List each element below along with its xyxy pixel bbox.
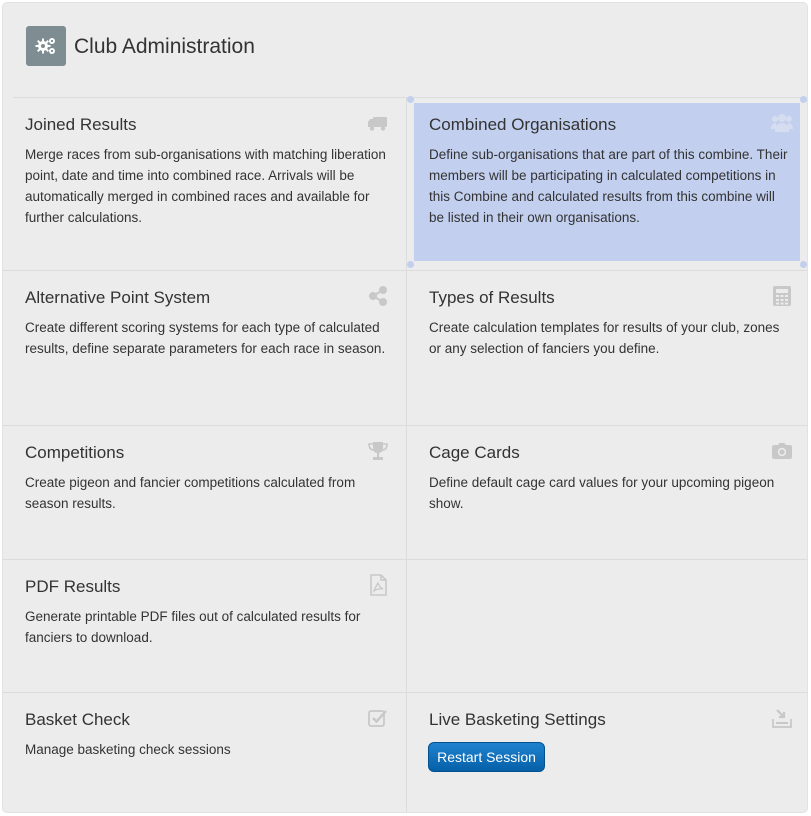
tile-empty — [406, 559, 809, 691]
tile-description: Create calculation templates for results of your club, zones or any selection of fanciers you define. — [429, 320, 780, 356]
page-header — [13, 13, 807, 98]
tile-description: Create different scoring systems for each type of calculated results, define separate parameters for each race in season. — [25, 320, 386, 356]
tile-title: Joined Results — [25, 115, 137, 134]
trophy-icon — [367, 440, 389, 462]
tile-title: Combined Organisations — [429, 115, 617, 134]
tile-description: Merge races from sub-organisations with matching liberation point, date and time into combined race. Arrivals will be automatically merged in combined races and available for further calculations. — [25, 147, 386, 225]
gears-icon — [26, 26, 66, 66]
share-icon — [367, 285, 389, 307]
tile-pdf-results[interactable] — [2, 559, 405, 691]
tile-title: Types of Results — [429, 288, 555, 307]
tile-title: Competitions — [25, 443, 125, 462]
tile-title: Basket Check — [25, 710, 130, 729]
download-tray-icon — [771, 707, 793, 729]
tile-description: Define sub-organisations that are part of this combine. Their members will be participating in calculated competitions in this Combine and calculated results from this combine will be listed in their own organisations. — [429, 147, 788, 225]
page-title: Club Administration — [74, 35, 255, 58]
tile-title: Alternative Point System — [25, 288, 211, 307]
tile-joined-results[interactable] — [2, 97, 405, 269]
tile-combined-organisations[interactable] — [406, 97, 809, 269]
users-icon — [771, 112, 793, 134]
checkbox-icon — [367, 707, 389, 729]
camera-icon — [771, 440, 793, 462]
truck-icon — [367, 112, 389, 134]
tile-types-of-results[interactable] — [406, 270, 809, 424]
tile-title: Live Basketing Settings — [429, 710, 606, 729]
calculator-icon — [771, 285, 793, 307]
tile-basket-check[interactable] — [2, 692, 405, 812]
tile-alternative-point-system[interactable] — [2, 270, 405, 424]
tile-title: PDF Results — [25, 577, 121, 596]
tile-description: Define default cage card values for your upcoming pigeon show. — [429, 475, 775, 511]
tile-description: Create pigeon and fancier competitions calculated from season results. — [25, 475, 356, 511]
restart-session-button[interactable]: Restart Session — [428, 742, 545, 772]
pdf-file-icon — [367, 574, 389, 596]
tile-title: Cage Cards — [429, 443, 520, 462]
tile-competitions[interactable] — [2, 425, 405, 558]
tile-description: Generate printable PDF files out of calculated results for fanciers to download. — [25, 609, 361, 645]
tile-cage-cards[interactable] — [406, 425, 809, 558]
tile-description: Manage basketing check sessions — [25, 742, 231, 757]
